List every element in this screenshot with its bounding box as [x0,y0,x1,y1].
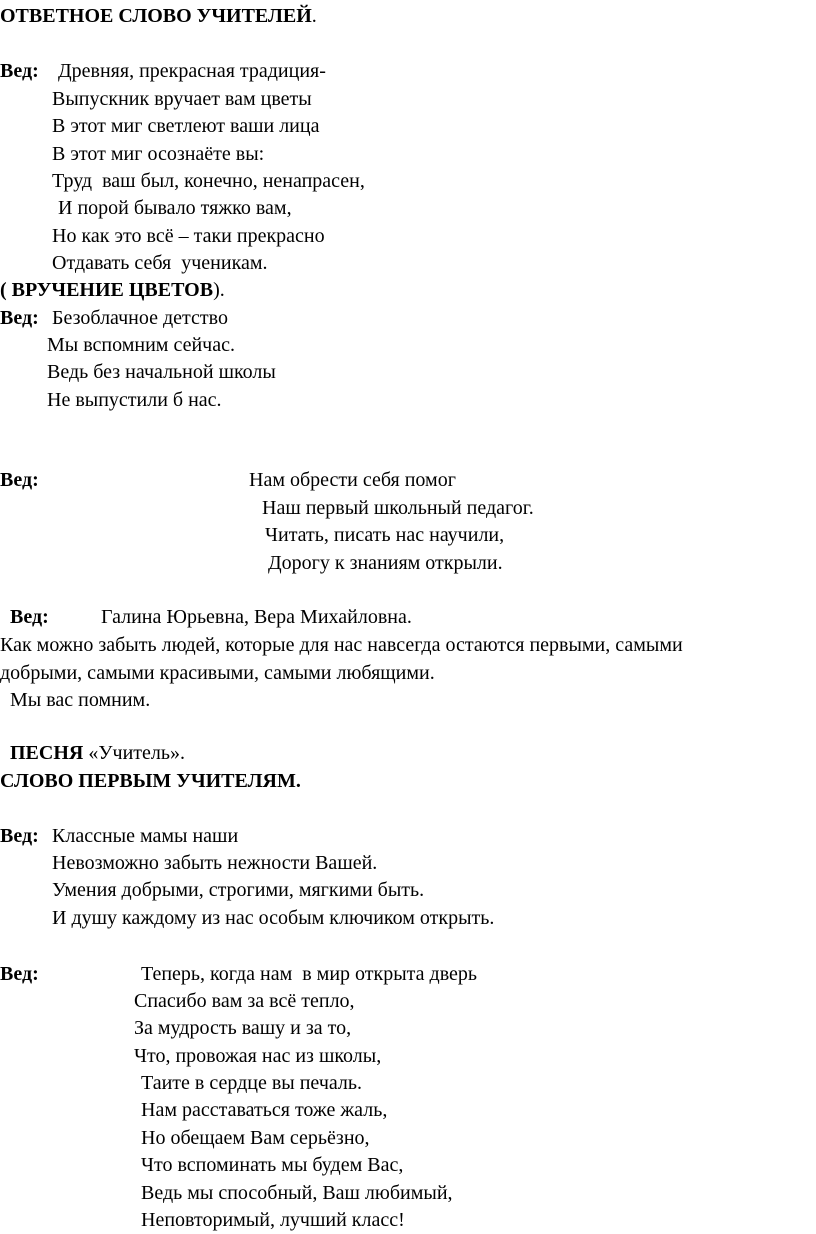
paragraph-line: Мы вас помним. [10,689,151,711]
verse-line: Но обещаем Вам серьёзно, [141,1127,370,1149]
verse-line: За мудрость вашу и за то, [134,1017,352,1039]
verse-line: Что вспоминать мы будем Вас, [141,1154,404,1176]
speaker-label: Вед: [0,60,39,82]
paragraph-line: добрыми, самыми красивыми, самыми любящими. [0,662,435,684]
verse-line: Труд ваш был, конечно, ненапрасен, [52,170,365,192]
verse-line: В этот миг осознаёте вы: [52,143,265,165]
verse-line: Умения добрыми, строгими, мягкими быть. [52,879,425,901]
verse-line: Нам обрести себя помог [249,469,456,491]
speaker-label: Вед: [0,963,39,985]
section-heading: СЛОВО ПЕРВЫМ УЧИТЕЛЯМ. [0,770,301,792]
speaker-label: Вед: [0,307,39,329]
verse-line: Мы вспомним сейчас. [47,334,235,356]
paragraph-line: Как можно забыть людей, которые для нас навсегда остаются первыми, самыми [0,634,683,656]
verse-line: Теперь, когда нам в мир открыта дверь [141,963,478,985]
verse-line: Невозможно забыть нежности Вашей. [52,852,378,874]
verse-line: Не выпустили б нас. [47,389,222,411]
verse-line: Но как это всё – таки прекрасно [52,225,325,247]
verse-line: И душу каждому из нас особым ключиком открыть. [52,907,495,929]
verse-line: Дорогу к знаниям открыли. [268,552,503,574]
verse-line: Нам расставаться тоже жаль, [141,1099,388,1121]
stage-direction [0,277,225,303]
document-title [0,3,317,29]
song-title: «Учитель». [83,742,185,764]
speaker-label: Вед: [10,606,49,628]
speaker-label: Вед: [0,469,39,491]
verse-line: Ведь без начальной школы [47,361,276,383]
title-period: . [311,5,317,27]
verse-line: Читать, писать нас научили, [265,524,505,546]
verse-line: Таите в сердце вы печаль. [141,1072,363,1094]
song-label: ПЕСНЯ [10,742,84,764]
stage-direction-end: ). [213,279,225,301]
song-line [10,740,185,766]
teacher-names: Галина Юрьевна, Вера Михайловна. [101,606,412,628]
verse-line: Выпускник вручает вам цветы [52,88,312,110]
verse-line: Древняя, прекрасная традиция- [58,60,326,82]
verse-line: Спасибо вам за всё тепло, [134,990,355,1012]
verse-line: Что, провожая нас из школы, [134,1045,382,1067]
speaker-label: Вед: [0,825,39,847]
verse-line: И порой бывало тяжко вам, [58,197,292,219]
verse-line: Безоблачное детство [52,307,228,329]
verse-line: Неповторимый, лучший класс! [141,1209,405,1231]
verse-line: В этот миг светлеют ваши лица [52,115,320,137]
verse-line: Наш первый школьный педагог. [262,497,534,519]
stage-direction-text: ( ВРУЧЕНИЕ ЦВЕТОВ [0,279,214,301]
verse-line: Отдавать себя ученикам. [52,252,268,274]
verse-line: Классные мамы наши [52,825,239,847]
verse-line: Ведь мы способный, Ваш любимый, [141,1182,453,1204]
title-text: ОТВЕТНОЕ СЛОВО УЧИТЕЛЕЙ [0,5,312,27]
